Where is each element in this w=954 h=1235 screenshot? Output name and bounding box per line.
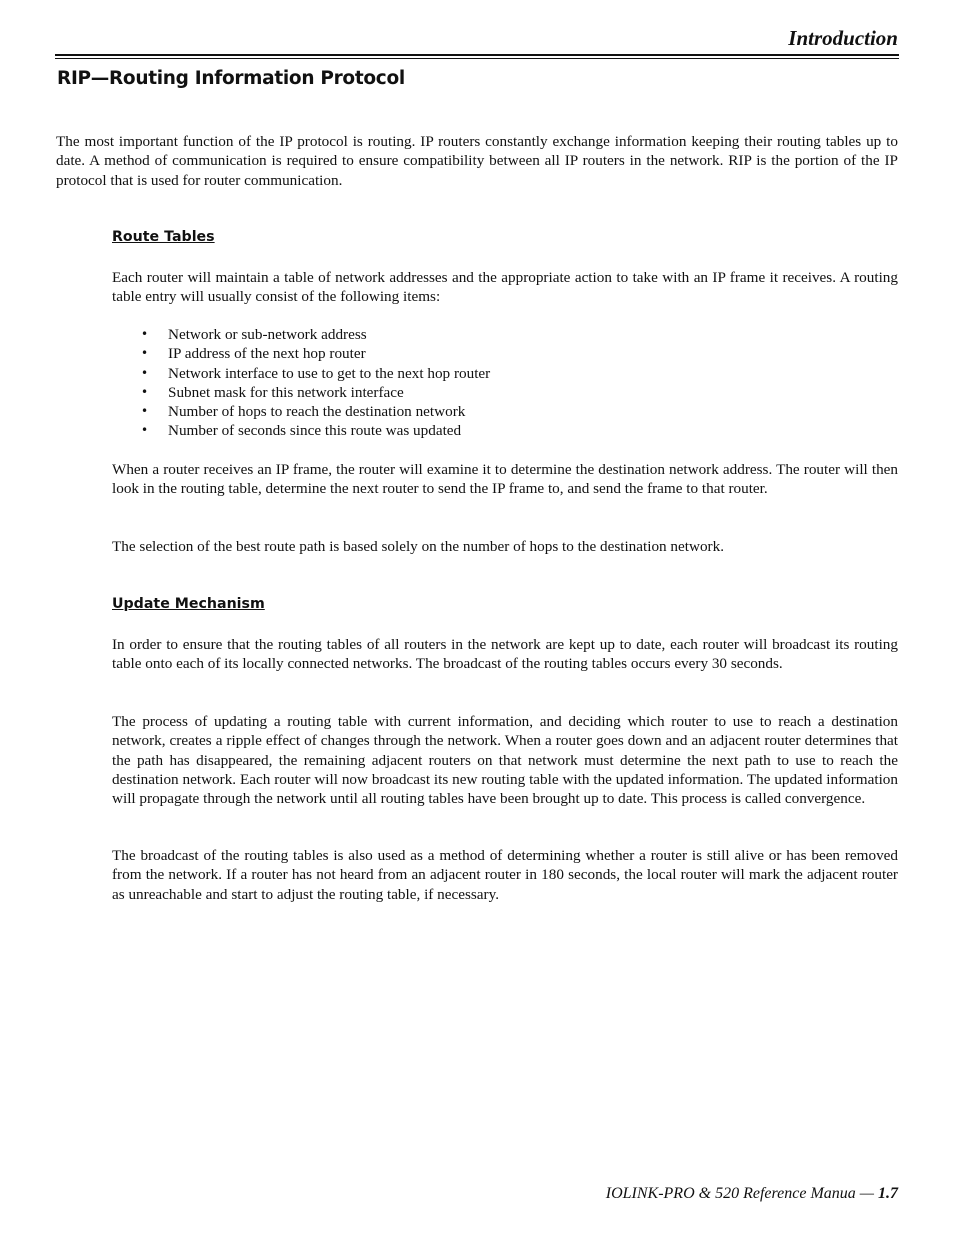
page-number: 1.7 <box>878 1185 898 1202</box>
bullet-icon: • <box>141 423 149 438</box>
header-rule-thin <box>55 58 899 59</box>
list-item <box>112 421 898 440</box>
route-table-entry-list <box>112 325 898 441</box>
bullet-icon: • <box>141 327 149 341</box>
route-tables-paragraph-2: When a router receives an IP frame, the router will examine it to determine the destination network address. The router will then look in the routing table, determine the next router to send the IP frame to, and send the frame to that router. <box>112 461 898 498</box>
list-item-text: Number of seconds since this route was updated <box>168 422 462 440</box>
update-mechanism-heading: Update Mechanism <box>112 596 265 612</box>
footer-separator: — <box>855 1185 878 1202</box>
intro-paragraph: The most important function of the IP protocol is routing. IP routers constantly exchange information keeping their routing tables up to date. A method of communication is required to ensure compatibility between all IP routers in the network. RIP is the portion of the IP protocol that is used for router communication. <box>56 133 898 189</box>
list-item <box>112 383 898 402</box>
bullet-icon: • <box>141 384 149 399</box>
list-item-text: Network interface to use to get to the next hop router <box>168 364 491 382</box>
running-header: Introduction <box>788 26 898 50</box>
update-mechanism-paragraph-3: The broadcast of the routing tables is also used as a method of determining whether a router is still alive or has been removed from the network. If a router has not heard from an adjacent router in 180 seconds, the local router will mark the adjacent router as unreachable and start to adjust the routing table, if necessary. <box>112 847 898 903</box>
page-footer <box>606 1185 898 1203</box>
list-item-text: Number of hops to reach the destination network <box>168 403 466 421</box>
route-tables-paragraph-3: The selection of the best route path is based solely on the number of hops to the destination network. <box>112 538 725 555</box>
header-rule-thick <box>55 54 899 56</box>
update-mechanism-paragraph-1: In order to ensure that the routing tables of all routers in the network are kept up to date, each router will broadcast its routing table onto each of its locally connected networks. The broadcast of the routing tables occurs every 30 seconds. <box>112 636 898 673</box>
update-mechanism-paragraph-2: The process of updating a routing table with current information, and deciding which router to use to reach a destination network, creates a ripple effect of changes through the network. When a router goes down and an adjacent router determines that the path has disappeared, the remaining adjacent routers on that network must determine the next path to use to reach the destination network. Each router will now broadcast its new routing table with the updated information. The updated information will propagate through the network until all routing tables have been brought up to date. This process is called convergence. <box>112 713 898 808</box>
bullet-icon: • <box>141 365 149 380</box>
route-tables-paragraph-1: Each router will maintain a table of network addresses and the appropriate action to take with an IP frame it receives. A routing table entry will usually consist of the following items: <box>112 269 898 306</box>
list-item <box>112 402 898 421</box>
list-item <box>112 364 898 383</box>
bullet-icon: • <box>141 346 149 361</box>
list-item-text: Network or sub-network address <box>168 326 367 343</box>
footer-manual-title: IOLINK-PRO & 520 Reference Manua <box>605 1185 856 1202</box>
list-item-text: IP address of the next hop router <box>168 345 366 363</box>
route-tables-heading: Route Tables <box>112 229 215 245</box>
list-item <box>112 344 898 363</box>
list-item-text: Subnet mask for this network interface <box>168 383 404 401</box>
bullet-icon: • <box>141 404 149 419</box>
list-item <box>112 325 898 344</box>
page-title: RIP—Routing Information Protocol <box>57 68 405 89</box>
